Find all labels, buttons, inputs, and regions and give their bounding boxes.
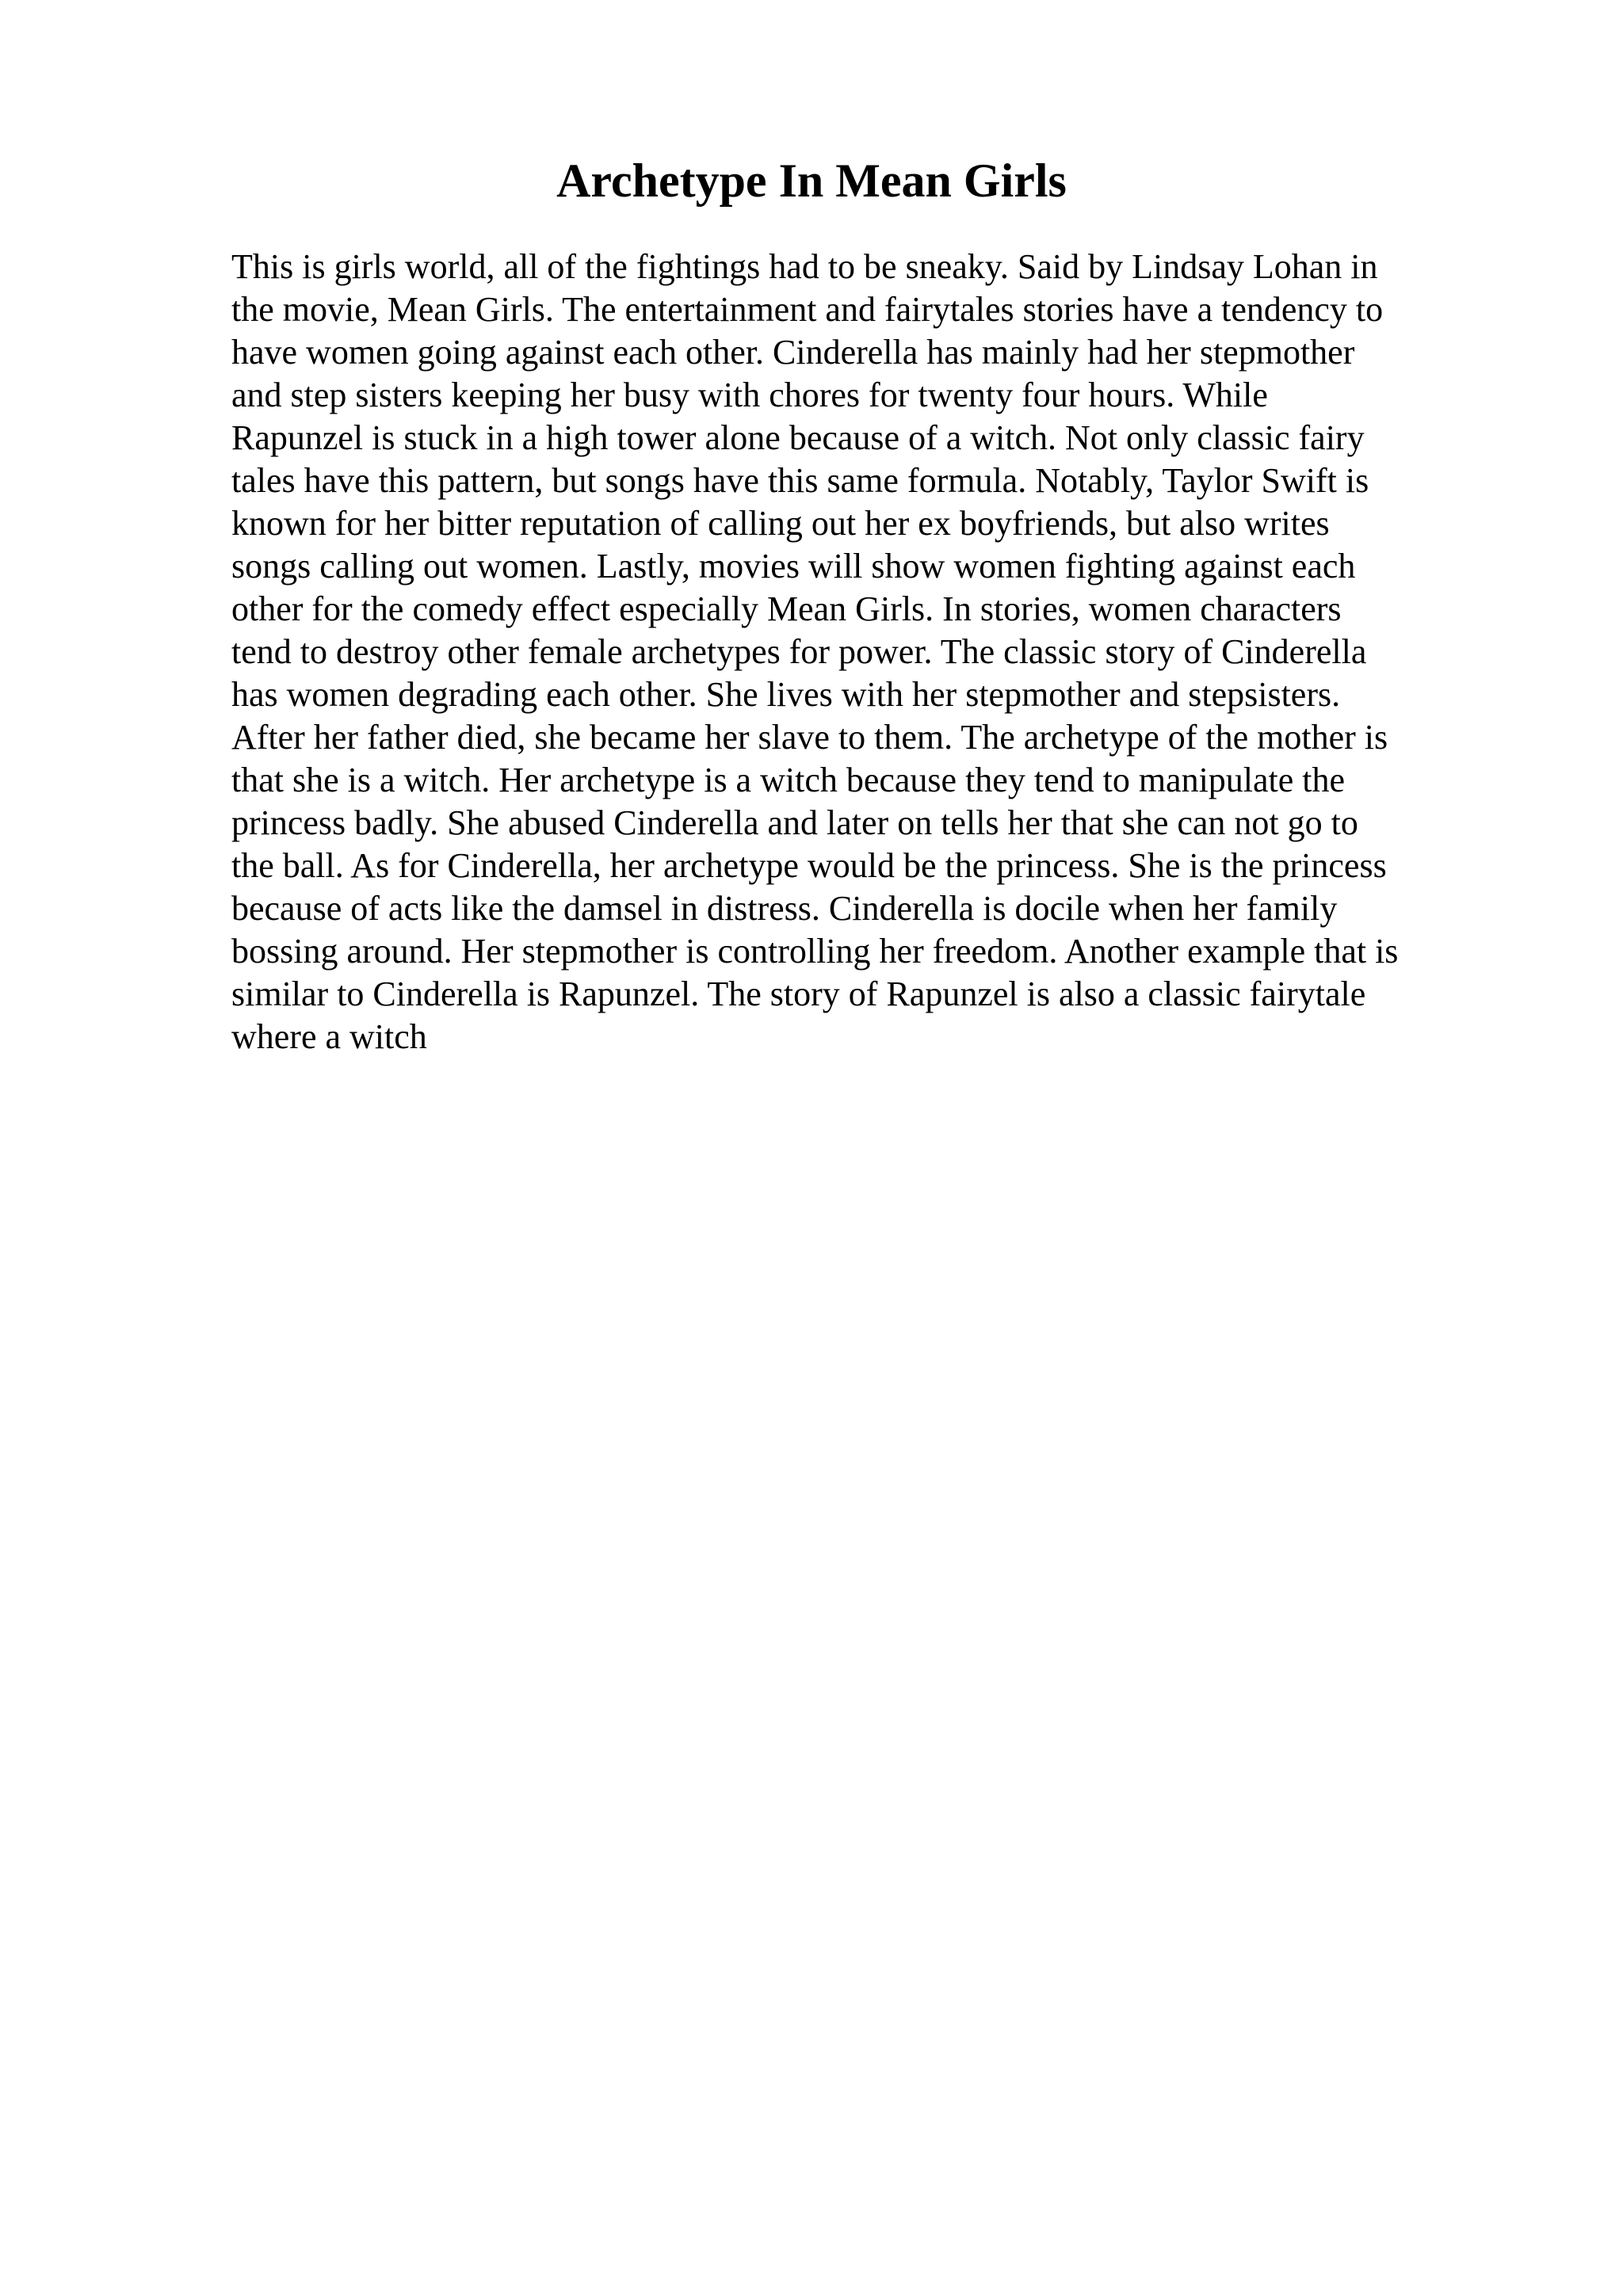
body-line: bossing around. Her stepmother is controlling her freedom. Another example that is xyxy=(231,932,1399,971)
body-line: Rapunzel is stuck in a high tower alone because of a witch. Not only classic fairy xyxy=(231,418,1365,457)
body-line: where a witch xyxy=(231,1017,427,1056)
body-line: the ball. As for Cinderella, her archetype would be the princess. She is the princess xyxy=(231,846,1387,885)
body-line: tend to destroy other female archetypes for power. The classic story of Cinderella xyxy=(231,632,1367,671)
body-line: songs calling out women. Lastly, movies will show women fighting against each xyxy=(231,547,1356,585)
document-title: Archetype In Mean Girls xyxy=(556,154,1067,207)
body-line: because of acts like the damsel in distress. Cinderella is docile when her family xyxy=(231,889,1338,928)
document-body xyxy=(231,246,1484,1058)
body-line: similar to Cinderella is Rapunzel. The story of Rapunzel is also a classic fairytale xyxy=(231,974,1366,1013)
body-line: tales have this pattern, but songs have this same formula. Notably, Taylor Swift is xyxy=(231,461,1369,500)
body-line: has women degrading each other. She lives with her stepmother and stepsisters. xyxy=(231,675,1341,714)
body-line: that she is a witch. Her archetype is a witch because they tend to manipulate the xyxy=(231,761,1346,799)
body-line: known for her bitter reputation of calling out her ex boyfriends, but also writes xyxy=(231,504,1330,543)
body-line: After her father died, she became her slave to them. The archetype of the mother is xyxy=(231,718,1388,757)
body-line: have women going against each other. Cinderella has mainly had her stepmother xyxy=(231,333,1355,372)
body-line: princess badly. She abused Cinderella and later on tells her that she can not go to xyxy=(231,803,1358,842)
body-line: This is girls world, all of the fightings had to be sneaky. Said by Lindsay Lohan in xyxy=(231,247,1378,286)
body-line: the movie, Mean Girls. The entertainment and fairytales stories have a tendency to xyxy=(231,290,1384,329)
body-line: other for the comedy effect especially Mean Girls. In stories, women characters xyxy=(231,589,1342,628)
body-line: and step sisters keeping her busy with chores for twenty four hours. While xyxy=(231,376,1268,414)
